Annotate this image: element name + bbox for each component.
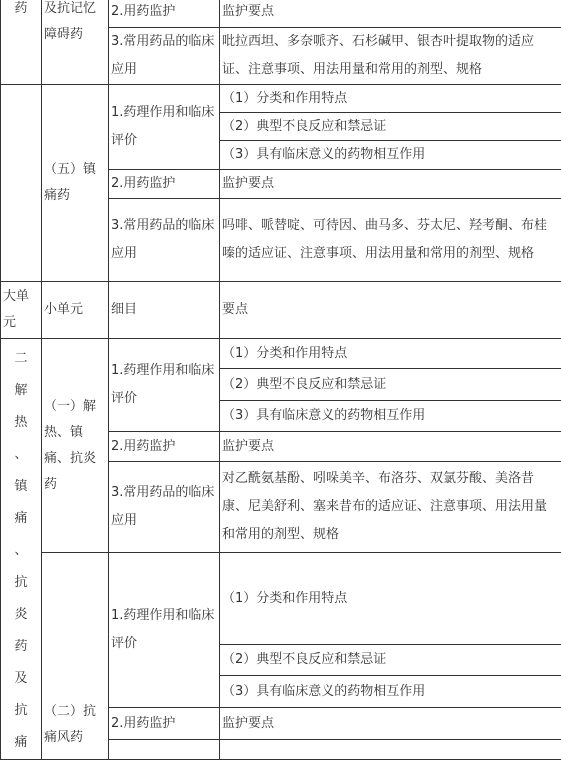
minor-unit-label: （二）抗痛风药 [44, 704, 96, 745]
point-cell: （1）分类和作用特点 [220, 553, 561, 645]
detail-cell: 1.药理作用和临床评价 [109, 553, 220, 708]
major-unit-char: 、 [1, 439, 41, 471]
point-cell: 监护要点 [220, 708, 561, 740]
major-unit-char: 抗 [1, 567, 41, 599]
detail-cell: 2.用药监护 [109, 432, 220, 462]
point-cell: 吡拉西坦、多奈哌齐、石杉碱甲、银杏叶提取物的适应证、注意事项、用法用量和常用的剂型、规格 [220, 28, 561, 85]
empty-cell [220, 740, 561, 760]
detail-cell: 3.常用药品的临床应用 [109, 199, 220, 282]
major-unit-label: 药 [14, 1, 27, 16]
detail-cell: 3.常用药品的临床应用 [109, 28, 220, 85]
detail-cell: 2.用药监护 [109, 708, 220, 740]
detail-cell: 3.常用药品的临床应用 [109, 462, 220, 553]
point-cell: （2）典型不良反应和禁忌证 [220, 369, 561, 401]
minor-unit-cell [42, 339, 109, 553]
point-cell: 吗啡、哌替啶、可待因、曲马多、芬太尼、羟考酮、布桂嗪的适应证、注意事项、用法用量和常用的剂型、规格 [220, 199, 561, 282]
header-major-unit [1, 282, 42, 339]
major-unit-vertical-text [1, 339, 41, 759]
header-major-unit-label: 大单元 [3, 289, 29, 330]
point-cell: （2）典型不良反应和禁忌证 [220, 645, 561, 676]
point-cell: （1）分类和作用特点 [220, 339, 561, 369]
point-cell: （3）具有临床意义的药物相互作用 [220, 676, 561, 708]
minor-unit-cell [42, 0, 109, 85]
major-unit-char: 抗 [1, 695, 41, 727]
major-unit-char: 痛 [1, 727, 41, 759]
minor-unit-cell [42, 553, 109, 760]
major-unit-char: 二 [1, 343, 41, 375]
header-detail: 细目 [109, 282, 220, 339]
major-unit-char: 热 [1, 407, 41, 439]
major-unit-char: 、 [1, 535, 41, 567]
major-unit-char: 镇 [1, 471, 41, 503]
point-cell: （2）典型不良反应和禁忌证 [220, 113, 561, 141]
major-unit-char: 痛 [1, 503, 41, 535]
point-cell: 监护要点 [220, 170, 561, 199]
point-cell: （1）分类和作用特点 [220, 85, 561, 113]
minor-unit-label: （一）解热、镇痛、抗炎药 [44, 399, 96, 492]
detail-cell: 2.用药监护 [109, 0, 220, 28]
major-unit-char: 炎 [1, 599, 41, 631]
point-cell: （3）具有临床意义的药物相互作用 [220, 401, 561, 432]
major-unit-cell [1, 0, 42, 85]
point-cell: 对乙酰氨基酚、吲哚美辛、布洛芬、双氯芬酸、美洛昔康、尼美舒利、塞来昔布的适应证、注意事项、用法用量和常用的剂型、规格 [220, 462, 561, 553]
major-unit-char: 及 [1, 663, 41, 695]
point-cell: 监护要点 [220, 432, 561, 462]
header-minor-unit: 小单元 [42, 282, 109, 339]
detail-cell: 1.药理作用和临床评价 [109, 339, 220, 432]
major-unit-cell [1, 339, 42, 760]
major-unit-char: 解 [1, 375, 41, 407]
minor-unit-label: （五）镇痛药 [44, 162, 96, 203]
minor-unit-label: 及抗记忆障碍药 [44, 1, 96, 42]
detail-cell: 1.药理作用和临床评价 [109, 85, 220, 170]
point-cell: 监护要点 [220, 0, 561, 28]
minor-unit-cell [42, 85, 109, 282]
empty-cell [1, 85, 42, 282]
point-cell: （3）具有临床意义的药物相互作用 [220, 141, 561, 170]
empty-cell [109, 740, 220, 760]
header-point: 要点 [220, 282, 561, 339]
major-unit-char: 药 [1, 631, 41, 663]
detail-cell: 2.用药监护 [109, 170, 220, 199]
